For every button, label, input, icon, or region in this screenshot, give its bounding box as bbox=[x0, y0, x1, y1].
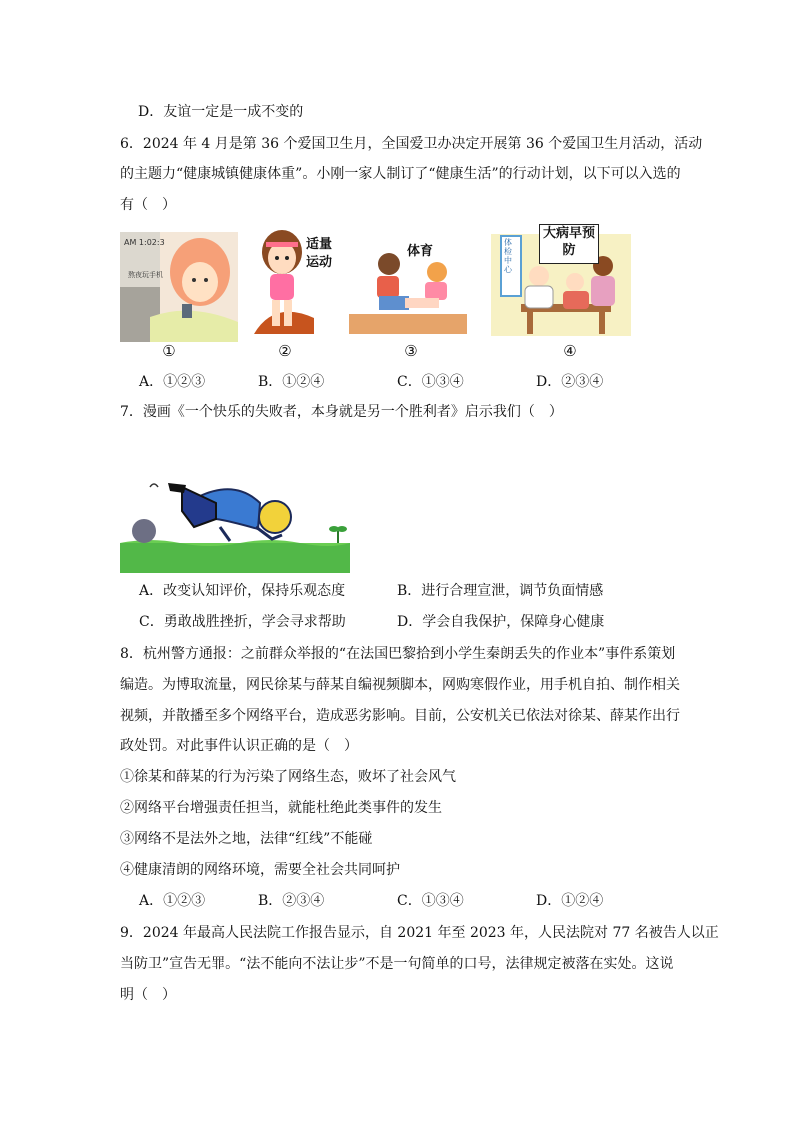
q6-picture-2 bbox=[254, 230, 338, 334]
q6-picture-2-number: ② bbox=[278, 342, 292, 360]
q6-picture-1 bbox=[120, 232, 238, 342]
q9-stem-line-1: 9．2024 年最高人民法院工作报告显示，自 2021 年至 2023 年，人民法院对 77 名被告人以正 bbox=[120, 925, 719, 941]
q6-picture-4-bubble: 大病早预防 bbox=[539, 224, 599, 264]
q8-statement-3: ③网络不是法外之地，法律“红线”不能碰 bbox=[120, 831, 373, 847]
q7-option-b[interactable]: B．进行合理宣泄，调节负面情感 bbox=[397, 583, 604, 599]
q8-option-d[interactable]: D．①②④ bbox=[536, 893, 604, 909]
q6-picture-1-clock: AM 1:02:3 bbox=[124, 238, 165, 247]
q8-stem-line-4: 政处罚。对此事件认识正确的是（ ） bbox=[120, 738, 358, 754]
q6-picture-1-number: ① bbox=[162, 342, 176, 360]
q9-stem-line-3: 明（ ） bbox=[120, 987, 176, 1003]
q8-stem-line-2: 编造。为博取流量，网民徐某与薛某自编视频脚本，网购寒假作业，用手机自拍、制作相关 bbox=[120, 677, 680, 693]
q6-option-c[interactable]: C．①③④ bbox=[397, 374, 464, 390]
q6-picture-4-sign: 体检中心 bbox=[504, 238, 512, 274]
q6-picture-3 bbox=[349, 236, 467, 334]
q8-option-c[interactable]: C．①③④ bbox=[397, 893, 464, 909]
q6-picture-4-number: ④ bbox=[563, 342, 577, 360]
q8-statement-4: ④健康清朗的网络环境，需要全社会共同呵护 bbox=[120, 862, 400, 878]
q8-statement-2: ②网络平台增强责任担当，就能杜绝此类事件的发生 bbox=[120, 800, 442, 816]
q8-stem-line-1: 8．杭州警方通报：之前群众举报的“在法国巴黎拾到小学生秦朗丢失的作业本”事件系策划 bbox=[120, 646, 676, 662]
q6-stem-line-2: 的主题力“健康城镇健康体重”。小刚一家人制订了“健康生活”的行动计划，以下可以入选的 bbox=[120, 166, 681, 182]
q6-option-a[interactable]: A．①②③ bbox=[139, 374, 206, 390]
q9-stem-line-2: 当防卫”宣告无罪。“法不能向不法让步”不是一句简单的口号，法律规定被落在实处。这说 bbox=[120, 956, 674, 972]
q6-stem-line-3: 有（ ） bbox=[120, 197, 176, 213]
q6-picture-3-number: ③ bbox=[404, 342, 418, 360]
q6-option-d[interactable]: D．②③④ bbox=[536, 374, 604, 390]
q6-picture-4 bbox=[491, 224, 631, 336]
q7-option-c[interactable]: C．勇敢战胜挫折，学会寻求帮助 bbox=[139, 614, 346, 630]
q6-picture-1-label: 熬夜玩手机 bbox=[128, 271, 163, 279]
q7-cartoon bbox=[120, 431, 350, 573]
q8-option-a[interactable]: A．①②③ bbox=[139, 893, 206, 909]
q7-option-d[interactable]: D．学会自我保护，保障身心健康 bbox=[397, 614, 605, 630]
q6-stem-line-1: 6．2024 年 4 月是第 36 个爱国卫生月，全国爱卫办决定开展第 36 个爱国卫生月活动，活动 bbox=[120, 136, 703, 152]
q7-option-a[interactable]: A．改变认知评价，保持乐观态度 bbox=[139, 583, 346, 599]
q6-option-b[interactable]: B．①②④ bbox=[258, 374, 325, 390]
q8-statement-1: ①徐某和薛某的行为污染了网络生态，败坏了社会风气 bbox=[120, 769, 456, 785]
q6-picture-3-label: 体育 bbox=[407, 244, 434, 259]
q6-picture-2-label: 适量运动 bbox=[306, 237, 333, 270]
q8-stem-line-3: 视频，并散播至多个网络平台，造成恶劣影响。目前，公安机关已依法对徐某、薛某作出行 bbox=[120, 708, 680, 724]
q5-option-d: D．友谊一定是一成不变的 bbox=[138, 104, 304, 120]
q7-stem: 7．漫画《一个快乐的失败者，本身就是另一个胜利者》启示我们（ ） bbox=[120, 404, 563, 420]
q8-option-b[interactable]: B．②③④ bbox=[258, 893, 325, 909]
